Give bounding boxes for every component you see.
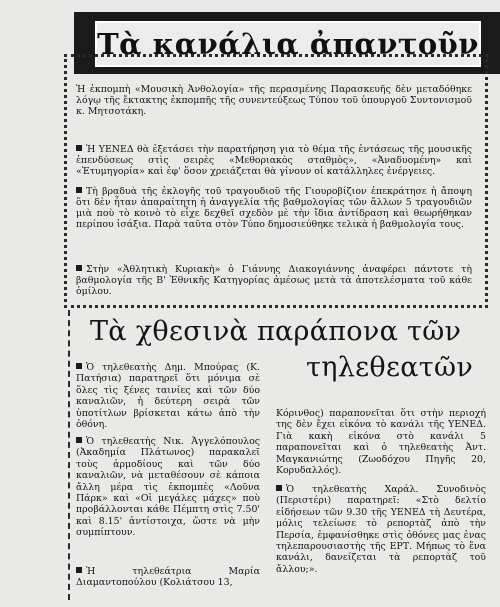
complaints-headline-line1: Τὰ χθεσινὰ παράπονα τῶν: [90, 316, 462, 347]
left-column-paragraph: [76, 362, 260, 430]
right-column-paragraph: [276, 408, 486, 476]
left-column-text: Ὁ τηλεθεατὴς Νικ. Ἀγγελόπουλος (Ἀκαδημία Πλάτωνος) παρακαλεῖ τοὺς ἁρμοδίους καὶ τῶν δύο καναλιῶν, νὰ μεταθέσουν σὲ κάποια ἄλλη μέρα τὶς ἐκπομπὲς «Λοῦνα Πάρκ» καὶ «Οἱ μεγάλες μάχες» ποὺ προβάλλονται κάθε Πέμπτη στὶς 7.50' καὶ 8.15' ἀντίστοιχα, ὥστε νὰ μὴν συμπίπτουν.: [76, 436, 260, 539]
bullet-icon: [276, 485, 282, 491]
box-paragraph: [76, 84, 472, 117]
bullet-icon: [76, 437, 82, 443]
left-column-paragraph: [76, 436, 260, 539]
box-paragraph-text: Ἡ ΥΕΝΕΔ θὰ ἐξετάσει τὴν παρατήρηση για τὸ θέμα τῆς ἐντάσεως τῆς μουσικῆς ἐπενδύσεως στὶς σειρὲς «Μεθοριακὸς σταθμὸς», «Ἀναδυομένη» καὶ «Ἐτυμηγορία» καὶ ἐφ' ὅσον χρειάζεται θὰ γίνουν οἱ κατάλληλες ἐνέργειες.: [76, 144, 472, 177]
column-divider: [68, 310, 70, 600]
box-paragraph-text: Τὴ βραδυὰ τῆς ἐκλογῆς τοῦ τραγουδιοῦ τῆς Γιουροβίζιον ἐπεκράτησε ἡ ἄποψη ὅτι δὲν ἦταν ἀπαραίτητη ἡ ἀναγγελία τῆς βαθμολογίας τῶν ἄλλων 5 τραγουδιῶν μιὰ ποὺ τὸ κοινὸ τὸ εἶχε δεχθεῖ σχεδὸν μὲ τὴν ἴδια ἀντίδραση καὶ θεωρήθηκαν περίπου ἰσάξια. Παρὰ ταῦτα στὸν Τύπο δημοσιεύθηκε τελικὰ ἡ βαθμολογία τους.: [76, 186, 472, 230]
right-column-text: Κόρινθος) παραπονεῖται ὅτι στὴν περιοχή της δὲν ἔχει εἰκόνα τὸ κανάλι τῆς ΥΕΝΕΔ. Γιὰ κακὴ εἰκόνα στὸ κανάλι 5 παραπονεῖται καὶ ὁ τηλεθεατὴς Ἀντ. Μαγκανιώτης (Ζωοδόχου Πηγῆς 20, Κορυδαλλός).: [276, 408, 486, 477]
right-column-text: Ὁ τηλεθεατὴς Χαράλ. Συνοδινὸς (Περιστέρι) παρατηρεῖ: «Στὸ δελτίο εἰδήσεων τῶν 9.30 τῆς ΥΕΝΕΔ τὴ Δευτέρα, μόλις τελείωσε τὸ ρεπορτὰζ ἀπὸ τὴν Περσία, ἐμφανίσθηκε στὶς ὀθόνες μας ἐνας τηλεπαρουσιαστὴς τῆς ΕΡΤ. Μήπως τὸ ἕνα κανάλι, δανείζεται τὰ ρεπορτὰζ τοῦ ἄλλου;».: [276, 484, 486, 575]
box-paragraph-text: Στὴν «Ἀθλητικὴ Κυριακὴ» ὁ Γιάννης Διακογιάννης ἀναφέρει πάντοτε τὴ βαθμολογία τῆς Β' Ἐθνικῆς Κατηγορίας ἀμέσως μετὰ τὰ ἀποτελέσματα τοῦ κάθε ὁμίλου.: [76, 264, 472, 297]
bullet-icon: [76, 265, 82, 271]
bullet-icon: [76, 145, 82, 151]
left-column-paragraph: [76, 566, 260, 589]
left-column-text: Ἡ τηλεθεάτρια Μαρία Διαμαντοπούλου (Κολιάτσου 13,: [76, 566, 260, 589]
box-paragraph-text: Ἡ ἐκπομπὴ «Μουσικὴ Ἀνθολογία» τῆς περασμένης Παρασκευῆς δὲν μεταδόθηκε λόγῳ τῆς ἔκτακτης ἐκπομπῆς τῆς συνεντεύξεως Τύπου τοῦ ὑπουργοῦ Συντονισμοῦ κ. Μητσοτάκη.: [76, 84, 472, 117]
box-paragraph: [76, 186, 472, 230]
headline-title: Τὰ κανάλια ἀπαντοῦν: [97, 27, 479, 61]
box-paragraph: [76, 144, 472, 177]
right-column-paragraph: [276, 484, 486, 575]
bullet-icon: [76, 363, 82, 369]
bullet-icon: [76, 187, 82, 193]
box-paragraph: [76, 264, 472, 297]
bullet-icon: [76, 567, 82, 573]
left-column-text: Ὁ τηλεθεατὴς Δημ. Μπούρας (Κ. Πατήσια) παρατηρεῖ ὅτι μόνιμα σὲ ὅλες τὶς ξένες ταινίες καὶ τῶν δύο καναλιῶν, ἡ δεύτερη σειρὰ τῶν ὑποτίτλων βρίσκεται κάτω ἀπὸ τὴν ὀθόνη.: [76, 362, 260, 431]
complaints-headline-line2: τηλεθεατῶν: [306, 352, 474, 383]
